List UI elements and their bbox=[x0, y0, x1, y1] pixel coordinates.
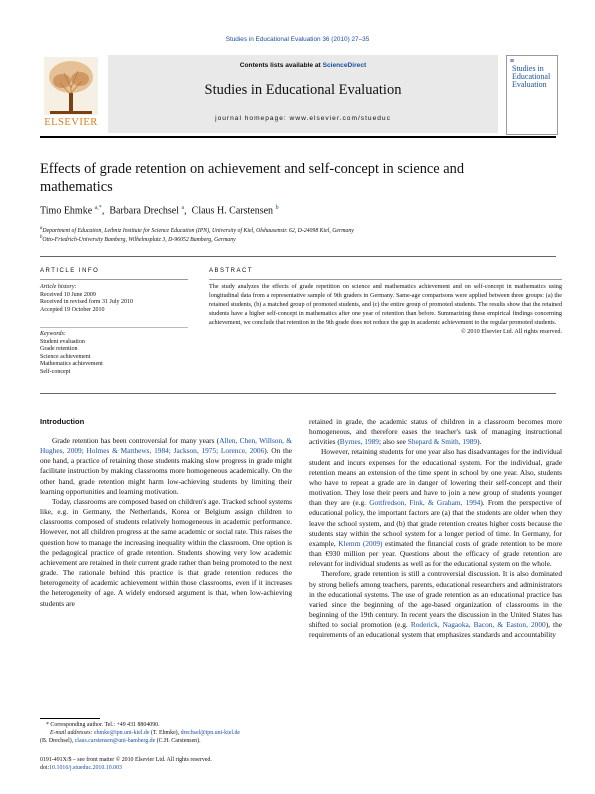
citation-link[interactable]: Byrnes, 1989 bbox=[339, 437, 379, 447]
paragraph-text: However, retaining students for one year also has disadvantages for the individual student and incurs expenses for the educational system. For the individual, grade retention means an extension of the time spent in school by one year. Also, students who have to repeat a grade are in danger of lowering their self-concept and their motivation. They lose their peers and have to join a new group of students younger than they are (e.g. bbox=[309, 447, 562, 508]
keyword: Science achievement bbox=[40, 353, 91, 360]
author-sup[interactable]: a bbox=[181, 205, 185, 211]
article-info-rule bbox=[40, 279, 188, 280]
paragraph-text: Grade retention has been controversial for many years ( bbox=[52, 436, 220, 445]
abstract-heading: ABSTRACT bbox=[209, 268, 254, 274]
citation-link[interactable]: Allen, Chen, Willson, & Hughes, 2009; Holmes & Matthews, 1984; Jackson, 1975; Lorence, 2006 bbox=[40, 436, 292, 456]
paragraph-text: ). On the one hand, a practice of retaining those students making slow progress in grade might facilitate instruction by making classrooms more homogeneous academically. On the other hand, grade retention might harm low-achieving students by limiting their learning opportunities and learning motivation. bbox=[40, 446, 293, 496]
body-paragraph bbox=[309, 447, 562, 569]
author-name: Barbara Drechsel bbox=[109, 205, 179, 217]
author-list: Timo Ehmke $^{a,*}$, Barbara Drechsel $^a$, Claus H. Carstensen $^b$ bbox=[40, 205, 279, 217]
contents-prefix: Contents lists available at bbox=[239, 62, 323, 69]
history-item: Received 10 June 2009 bbox=[40, 291, 96, 298]
publisher-name: ELSEVIER bbox=[44, 117, 98, 128]
cover-title: Studies in Educational Evaluation bbox=[512, 64, 551, 89]
affiliation-sup: a bbox=[40, 226, 43, 231]
journal-title: Studies in Educational Evaluation bbox=[204, 82, 402, 98]
email-link[interactable]: ehmke@ipn.uni-kiel.de bbox=[93, 730, 150, 736]
journal-homepage[interactable]: journal homepage: www.elsevier.com/stueduc bbox=[215, 115, 391, 122]
header-rule bbox=[40, 136, 556, 138]
paragraph-text: ), the requirements of an educational system that emphasizes standards and accountability bbox=[309, 620, 563, 640]
author-name: Claus H. Carstensen bbox=[191, 205, 274, 217]
paragraph-text: Today, classrooms are composed based on children's age. Tracked school systems like, e.g. in Germany, the Netherlands, Korea or Belgium assign children to classrooms composed of students relatively homogeneous in academic performance. However, not all children progress at the same academic or social rate. This raises the question how to manage the increasing inequality within the classroom. One option is the pedagogical practice of grade retention. Students showing very low academic achievement are retained in their current grade rather than being promoted to the next grade. The rationale behind this practice is that grade retention reduces the heterogeneity of academic achievement within those classrooms, even if it increases the heterogeneity of age. A widely endorsed argument is that, when low-achieving students are bbox=[40, 496, 292, 608]
body-paragraph bbox=[309, 569, 562, 640]
cover-mark-icon: ⊠ bbox=[510, 58, 515, 64]
citation-link[interactable]: Gottfredson, Fink, & Graham, 1994 bbox=[369, 498, 481, 508]
paragraph-text: ; also see bbox=[378, 437, 408, 447]
footnote bbox=[40, 721, 295, 745]
email-owner: (T. Ehmke), bbox=[149, 730, 181, 736]
email-link[interactable]: claus.carstensen@uni-bamberg.de bbox=[74, 738, 156, 744]
keyword: Self-concept bbox=[40, 368, 71, 375]
affiliation-text: Otto-Friedrich-University Bamberg, Wilhelmsplatz 3, D-96052 Bamberg, Germany bbox=[42, 236, 236, 243]
body-column-left bbox=[40, 436, 292, 609]
body-column-right bbox=[309, 417, 562, 640]
contents-line bbox=[108, 62, 498, 69]
body-paragraph bbox=[40, 497, 292, 609]
abstract-copyright: © 2010 Elsevier Ltd. All rights reserved. bbox=[461, 327, 562, 335]
body-paragraph bbox=[309, 417, 562, 447]
footnote-rule bbox=[40, 718, 100, 719]
doi-link[interactable]: 10.1016/j.stueduc.2010.10.003 bbox=[49, 765, 122, 771]
email-link[interactable]: drechsel@ipn.uni-kiel.de bbox=[180, 730, 240, 736]
author-name: Timo Ehmke bbox=[40, 205, 93, 217]
article-info-heading: ARTICLE INFO bbox=[40, 268, 100, 274]
author-sup[interactable]: a,* bbox=[94, 205, 102, 211]
journal-citation[interactable]: Studies in Educational Evaluation 36 (2010) 27–35 bbox=[225, 36, 370, 43]
email-label: E-mail addresses: bbox=[50, 730, 94, 736]
doi-label: doi: bbox=[40, 765, 50, 771]
section-rule bbox=[40, 256, 556, 257]
keyword-list bbox=[40, 331, 190, 377]
keyword: Student evaluation bbox=[40, 338, 85, 345]
corresponding-author: * Corresponding author. Tel.: +49 431 8804090. bbox=[46, 722, 160, 728]
keywords-rule bbox=[40, 327, 188, 328]
affiliation-a bbox=[40, 226, 354, 234]
citation-link[interactable]: Klemm (2009) bbox=[338, 538, 383, 548]
issn-line: 0191-491X/$ – see front matter © 2010 Elsevier Ltd. All rights reserved. bbox=[40, 757, 212, 763]
history-label: Article history: bbox=[40, 284, 77, 290]
history-item: Accepted 19 October 2010 bbox=[40, 306, 105, 313]
abstract-text: The study analyzes the effects of grade repetition on science and mathematics achievement and on self-concept in mathematics using longitudinal data from a representative sample of 9th graders in Germany. Same-age comparisons were applied between three groups: (a) the retained students, (b) a matched group of promoted students, and (c) the entire group of promoted students. The results show that the retained students have a higher self-concept in mathematics after one year of retention than before. Summarizing these empirical findings concerning achievement, we conclude that retention in the 9th grade does not reduce the gap in academic achievement to the regular promoted students. bbox=[209, 283, 562, 326]
journal-cover-thumbnail[interactable] bbox=[506, 55, 558, 135]
keyword: Grade retention bbox=[40, 346, 78, 353]
affiliation-b bbox=[40, 235, 236, 243]
abstract-bottom-rule bbox=[40, 393, 556, 394]
affiliation-sup: b bbox=[40, 235, 43, 240]
paragraph-text: ). From the perspective of educational policy, the important factors are (a) that the students are older when they leave the school system, and (b) that grade retention creates higher costs because the students stay within the school system for a longer period of time. In Germany, for example, bbox=[309, 498, 562, 548]
body-paragraph bbox=[40, 436, 292, 497]
keyword: Mathematics achievement bbox=[40, 361, 103, 368]
citation-link[interactable]: Shepard & Smith, 1989 bbox=[407, 437, 478, 447]
elsevier-logo bbox=[40, 55, 102, 133]
history-item: Received in revised form 31 July 2010 bbox=[40, 299, 133, 306]
paragraph-text: retained in grade, the academic status of children in a classroom becomes more homogeneous, and therefore eases the teacher's task of managing instructional activities ( bbox=[309, 417, 562, 447]
author-sup[interactable]: b bbox=[275, 205, 279, 211]
affiliation-text: Department of Education, Leibniz Institute for Science Education (IPN), University of Kiel, Olshausenstr. 62, D-24098 Kiel, Germany bbox=[42, 227, 354, 234]
article-title: Effects of grade retention on achievement and self-concept in science and mathematics bbox=[40, 161, 465, 195]
paragraph-text: estimated the financial costs of grade retention to be more than €930 million per year. Questions about the efficacy of grade retention are relevant for individual students as well as for the educational system on the whole. bbox=[309, 538, 563, 569]
article-history bbox=[40, 284, 190, 314]
abstract-rule bbox=[209, 279, 562, 280]
paragraph-text: ). bbox=[477, 437, 482, 447]
email-owner: (B. Drechsel), bbox=[40, 738, 75, 744]
citation-link[interactable]: Roderick, Nagaoka, Bacon, & Easton, 2000 bbox=[410, 620, 546, 630]
email-owner: (C.H. Carstensen). bbox=[155, 738, 201, 744]
sciencedirect-link[interactable]: ScienceDirect bbox=[322, 62, 367, 69]
abstract-body bbox=[209, 283, 562, 336]
paragraph-text: Therefore, grade retention is still a controversial discussion. It is also dominated by strong beliefs among teachers, parents, educational researchers and administrators in the educational systems. The use of grade retention as an educational practice has varied since the beginning of the age-based organization of classrooms in the beginning of the 19th century. In recent years the discussion in the United States has shifted to social promotion (e.g. bbox=[309, 569, 562, 630]
introduction-heading: Introduction bbox=[40, 417, 85, 426]
keywords-label: Keywords: bbox=[40, 331, 66, 337]
front-matter bbox=[40, 756, 340, 772]
